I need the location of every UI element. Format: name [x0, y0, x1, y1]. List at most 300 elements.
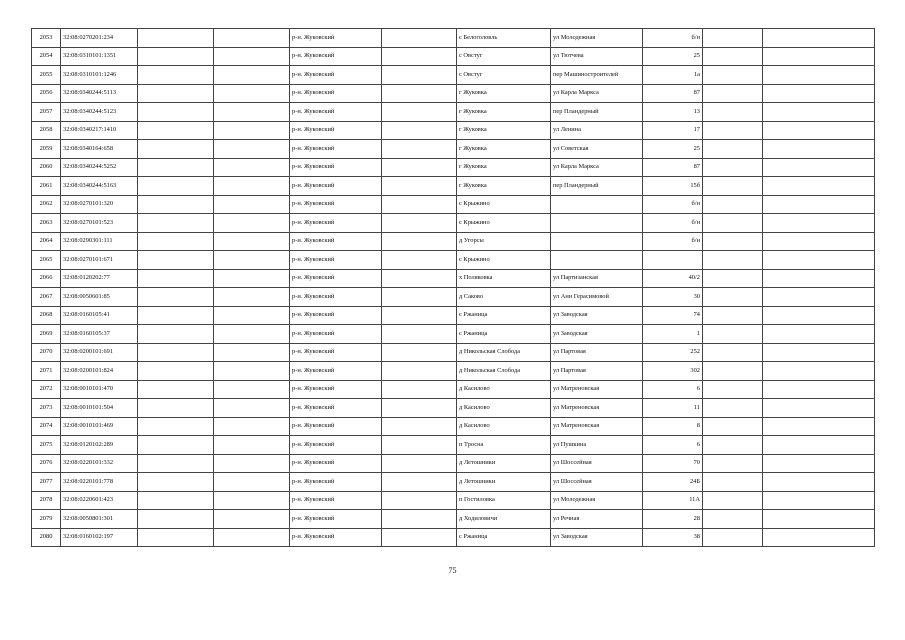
row-number-cell: 2078	[32, 491, 61, 510]
row-number-cell: 2066	[32, 269, 61, 288]
house-number-cell: 87	[643, 158, 703, 177]
empty-cell	[703, 177, 763, 196]
empty-cell	[214, 158, 290, 177]
empty-cell	[703, 288, 763, 307]
table-row	[32, 29, 875, 48]
empty-cell	[703, 399, 763, 418]
cadastral-number-cell: 32:08:0050601:85	[61, 288, 138, 307]
settlement-cell: п Тросна	[457, 436, 551, 455]
house-number-cell: 87	[643, 84, 703, 103]
empty-cell	[138, 121, 214, 140]
house-number-cell	[643, 251, 703, 270]
empty-cell	[703, 473, 763, 492]
settlement-cell: г Жуковка	[457, 121, 551, 140]
cadastral-number-cell: 32:08:0200101:691	[61, 343, 138, 362]
empty-cell	[703, 510, 763, 529]
row-number-cell: 2064	[32, 232, 61, 251]
empty-cell	[703, 121, 763, 140]
street-cell: ул Матреновская	[551, 380, 643, 399]
empty-cell	[214, 84, 290, 103]
house-number-cell: б/н	[643, 214, 703, 233]
empty-cell	[138, 158, 214, 177]
empty-cell	[138, 491, 214, 510]
house-number-cell: 1	[643, 325, 703, 344]
empty-cell	[382, 177, 457, 196]
settlement-cell: д Ходиловичи	[457, 510, 551, 529]
empty-cell	[138, 177, 214, 196]
table-row	[32, 362, 875, 381]
empty-cell	[703, 251, 763, 270]
empty-cell	[138, 195, 214, 214]
table-row	[32, 343, 875, 362]
table-row	[32, 214, 875, 233]
empty-cell	[138, 84, 214, 103]
empty-cell	[214, 436, 290, 455]
row-number-cell: 2053	[32, 29, 61, 48]
cadastral-number-cell: 32:08:0290301:111	[61, 232, 138, 251]
empty-cell	[214, 251, 290, 270]
district-cell: р-н. Жуковский	[290, 158, 382, 177]
street-cell: ул Карла Маркса	[551, 84, 643, 103]
empty-cell	[214, 362, 290, 381]
house-number-cell: 11А	[643, 491, 703, 510]
empty-cell	[214, 47, 290, 66]
empty-cell	[382, 362, 457, 381]
empty-cell	[703, 380, 763, 399]
empty-cell	[382, 343, 457, 362]
house-number-cell: 38	[643, 528, 703, 547]
empty-cell	[763, 47, 875, 66]
house-number-cell: 6	[643, 436, 703, 455]
empty-cell	[763, 103, 875, 122]
table-row	[32, 528, 875, 547]
cadastral-number-cell: 32:08:0160105:37	[61, 325, 138, 344]
house-number-cell: б/н	[643, 29, 703, 48]
row-number-cell: 2070	[32, 343, 61, 362]
empty-cell	[382, 380, 457, 399]
district-cell: р-н. Жуковский	[290, 343, 382, 362]
empty-cell	[138, 29, 214, 48]
settlement-cell: д Саково	[457, 288, 551, 307]
empty-cell	[214, 399, 290, 418]
table-row	[32, 66, 875, 85]
settlement-cell: г Жуковка	[457, 140, 551, 159]
district-cell: р-н. Жуковский	[290, 195, 382, 214]
empty-cell	[138, 510, 214, 529]
house-number-cell: 30	[643, 288, 703, 307]
empty-cell	[763, 380, 875, 399]
cadastral-number-cell: 32:08:0220101:778	[61, 473, 138, 492]
street-cell: пер Пландерный	[551, 177, 643, 196]
table-row	[32, 399, 875, 418]
cadastral-number-cell: 32:08:0120102:289	[61, 436, 138, 455]
cadastral-number-cell: 32:08:0160105:41	[61, 306, 138, 325]
house-number-cell: 25	[643, 47, 703, 66]
cadastral-number-cell: 32:08:0340244:5163	[61, 177, 138, 196]
district-cell: р-н. Жуковский	[290, 140, 382, 159]
district-cell: р-н. Жуковский	[290, 177, 382, 196]
district-cell: р-н. Жуковский	[290, 288, 382, 307]
cadastral-number-cell: 32:08:0340244:5123	[61, 103, 138, 122]
settlement-cell: д Летошники	[457, 473, 551, 492]
row-number-cell: 2073	[32, 399, 61, 418]
settlement-cell: г Жуковка	[457, 84, 551, 103]
cadastral-number-cell: 32:08:0340244:5113	[61, 84, 138, 103]
empty-cell	[763, 158, 875, 177]
empty-cell	[382, 288, 457, 307]
empty-cell	[703, 269, 763, 288]
empty-cell	[703, 214, 763, 233]
empty-cell	[382, 510, 457, 529]
table-row	[32, 269, 875, 288]
empty-cell	[138, 269, 214, 288]
table-row	[32, 158, 875, 177]
empty-cell	[763, 214, 875, 233]
cadastral-number-cell: 32:08:0270201:234	[61, 29, 138, 48]
house-number-cell: 70	[643, 454, 703, 473]
empty-cell	[138, 473, 214, 492]
row-number-cell: 2055	[32, 66, 61, 85]
empty-cell	[214, 232, 290, 251]
district-cell: р-н. Жуковский	[290, 528, 382, 547]
empty-cell	[703, 232, 763, 251]
empty-cell	[214, 473, 290, 492]
settlement-cell: с Крыжино	[457, 195, 551, 214]
cadastral-number-cell: 32:08:0340217:1410	[61, 121, 138, 140]
row-number-cell: 2076	[32, 454, 61, 473]
row-number-cell: 2057	[32, 103, 61, 122]
empty-cell	[214, 195, 290, 214]
street-cell: ул Пушкина	[551, 436, 643, 455]
row-number-cell: 2065	[32, 251, 61, 270]
empty-cell	[138, 399, 214, 418]
district-cell: р-н. Жуковский	[290, 399, 382, 418]
house-number-cell: 74	[643, 306, 703, 325]
empty-cell	[382, 158, 457, 177]
empty-cell	[214, 325, 290, 344]
row-number-cell: 2054	[32, 47, 61, 66]
registry-table	[31, 28, 875, 547]
street-cell: ул Партизанская	[551, 269, 643, 288]
street-cell	[551, 232, 643, 251]
house-number-cell: 11	[643, 399, 703, 418]
table-row	[32, 325, 875, 344]
empty-cell	[763, 306, 875, 325]
empty-cell	[382, 84, 457, 103]
empty-cell	[763, 325, 875, 344]
empty-cell	[703, 195, 763, 214]
empty-cell	[382, 214, 457, 233]
street-cell: ул Заводская	[551, 306, 643, 325]
empty-cell	[763, 436, 875, 455]
empty-cell	[763, 177, 875, 196]
empty-cell	[763, 399, 875, 418]
district-cell: р-н. Жуковский	[290, 325, 382, 344]
table-row	[32, 177, 875, 196]
empty-cell	[214, 510, 290, 529]
empty-cell	[703, 343, 763, 362]
street-cell: ул Анн Герасимовой	[551, 288, 643, 307]
empty-cell	[382, 399, 457, 418]
cadastral-number-cell: 32:08:0120202:77	[61, 269, 138, 288]
empty-cell	[382, 121, 457, 140]
empty-cell	[763, 251, 875, 270]
empty-cell	[763, 195, 875, 214]
district-cell: р-н. Жуковский	[290, 436, 382, 455]
house-number-cell: б/н	[643, 195, 703, 214]
empty-cell	[138, 454, 214, 473]
house-number-cell: 15б	[643, 177, 703, 196]
empty-cell	[214, 343, 290, 362]
empty-cell	[138, 528, 214, 547]
empty-cell	[382, 251, 457, 270]
street-cell: ул Матреновская	[551, 399, 643, 418]
cadastral-number-cell: 32:08:0340244:5252	[61, 158, 138, 177]
empty-cell	[763, 491, 875, 510]
street-cell: пер Машиностроителей	[551, 66, 643, 85]
cadastral-number-cell: 32:08:0270101:320	[61, 195, 138, 214]
table-row	[32, 417, 875, 436]
empty-cell	[382, 66, 457, 85]
district-cell: р-н. Жуковский	[290, 29, 382, 48]
empty-cell	[763, 343, 875, 362]
street-cell	[551, 214, 643, 233]
row-number-cell: 2079	[32, 510, 61, 529]
settlement-cell: с Овстуг	[457, 66, 551, 85]
empty-cell	[763, 121, 875, 140]
table-row	[32, 436, 875, 455]
cadastral-number-cell: 32:08:0010101:504	[61, 399, 138, 418]
settlement-cell: п Гостиловка	[457, 491, 551, 510]
cadastral-number-cell: 32:08:0340164:658	[61, 140, 138, 159]
cadastral-number-cell: 32:08:0310101:1351	[61, 47, 138, 66]
house-number-cell: 302	[643, 362, 703, 381]
settlement-cell: с Ржаница	[457, 306, 551, 325]
page-number: 75	[448, 566, 457, 575]
settlement-cell: с Крыжино	[457, 251, 551, 270]
empty-cell	[763, 454, 875, 473]
empty-cell	[214, 214, 290, 233]
table-body	[32, 29, 875, 547]
empty-cell	[382, 528, 457, 547]
empty-cell	[382, 232, 457, 251]
empty-cell	[703, 306, 763, 325]
empty-cell	[382, 306, 457, 325]
district-cell: р-н. Жуковский	[290, 269, 382, 288]
empty-cell	[703, 417, 763, 436]
street-cell: ул Заводская	[551, 528, 643, 547]
table-row	[32, 473, 875, 492]
house-number-cell: 13	[643, 103, 703, 122]
district-cell: р-н. Жуковский	[290, 417, 382, 436]
empty-cell	[138, 417, 214, 436]
house-number-cell: 40/2	[643, 269, 703, 288]
table-row	[32, 121, 875, 140]
empty-cell	[138, 140, 214, 159]
street-cell: ул Шоссейная	[551, 454, 643, 473]
row-number-cell: 2077	[32, 473, 61, 492]
street-cell: ул Ленина	[551, 121, 643, 140]
table-row	[32, 103, 875, 122]
empty-cell	[214, 29, 290, 48]
empty-cell	[138, 362, 214, 381]
street-cell: ул Матреновская	[551, 417, 643, 436]
district-cell: р-н. Жуковский	[290, 380, 382, 399]
empty-cell	[382, 269, 457, 288]
empty-cell	[138, 214, 214, 233]
house-number-cell: 1а	[643, 66, 703, 85]
settlement-cell: х Поляковка	[457, 269, 551, 288]
table-row	[32, 195, 875, 214]
table-row	[32, 306, 875, 325]
empty-cell	[138, 380, 214, 399]
empty-cell	[138, 325, 214, 344]
table-row	[32, 454, 875, 473]
settlement-cell: д Летошники	[457, 454, 551, 473]
house-number-cell: 25	[643, 140, 703, 159]
empty-cell	[703, 491, 763, 510]
empty-cell	[763, 140, 875, 159]
empty-cell	[214, 417, 290, 436]
table-row	[32, 232, 875, 251]
cadastral-number-cell: 32:08:0010101:469	[61, 417, 138, 436]
empty-cell	[763, 473, 875, 492]
empty-cell	[214, 454, 290, 473]
empty-cell	[214, 140, 290, 159]
table-row	[32, 510, 875, 529]
district-cell: р-н. Жуковский	[290, 232, 382, 251]
row-number-cell: 2062	[32, 195, 61, 214]
empty-cell	[138, 232, 214, 251]
empty-cell	[703, 158, 763, 177]
settlement-cell: г Жуковка	[457, 177, 551, 196]
empty-cell	[382, 417, 457, 436]
cadastral-number-cell: 32:08:0160102:197	[61, 528, 138, 547]
row-number-cell: 2068	[32, 306, 61, 325]
empty-cell	[763, 362, 875, 381]
empty-cell	[138, 288, 214, 307]
empty-cell	[214, 306, 290, 325]
empty-cell	[382, 47, 457, 66]
table-row	[32, 380, 875, 399]
empty-cell	[138, 343, 214, 362]
empty-cell	[138, 103, 214, 122]
empty-cell	[138, 47, 214, 66]
row-number-cell: 2075	[32, 436, 61, 455]
settlement-cell: д Никольская Слобода	[457, 362, 551, 381]
empty-cell	[763, 232, 875, 251]
empty-cell	[763, 417, 875, 436]
house-number-cell: 28	[643, 510, 703, 529]
table-row	[32, 491, 875, 510]
street-cell: пер Пландерный	[551, 103, 643, 122]
empty-cell	[703, 103, 763, 122]
street-cell: ул Карла Маркса	[551, 158, 643, 177]
house-number-cell: 6	[643, 380, 703, 399]
empty-cell	[763, 528, 875, 547]
district-cell: р-н. Жуковский	[290, 121, 382, 140]
cadastral-number-cell: 32:08:0270101:671	[61, 251, 138, 270]
street-cell	[551, 251, 643, 270]
empty-cell	[138, 436, 214, 455]
row-number-cell: 2074	[32, 417, 61, 436]
empty-cell	[214, 177, 290, 196]
table-row	[32, 47, 875, 66]
empty-cell	[763, 66, 875, 85]
house-number-cell: 8	[643, 417, 703, 436]
street-cell: ул Тютчева	[551, 47, 643, 66]
street-cell: ул Молодежная	[551, 29, 643, 48]
cadastral-number-cell: 32:08:0200101:824	[61, 362, 138, 381]
empty-cell	[763, 84, 875, 103]
settlement-cell: д Касилово	[457, 380, 551, 399]
empty-cell	[763, 29, 875, 48]
district-cell: р-н. Жуковский	[290, 510, 382, 529]
street-cell: ул Заводская	[551, 325, 643, 344]
settlement-cell: с Белоголовль	[457, 29, 551, 48]
empty-cell	[214, 66, 290, 85]
settlement-cell: д Угорсы	[457, 232, 551, 251]
empty-cell	[382, 491, 457, 510]
house-number-cell: 252	[643, 343, 703, 362]
empty-cell	[703, 436, 763, 455]
settlement-cell: с Крыжино	[457, 214, 551, 233]
empty-cell	[214, 121, 290, 140]
empty-cell	[763, 510, 875, 529]
house-number-cell: б/н	[643, 232, 703, 251]
row-number-cell: 2063	[32, 214, 61, 233]
empty-cell	[703, 362, 763, 381]
district-cell: р-н. Жуковский	[290, 491, 382, 510]
house-number-cell: 17	[643, 121, 703, 140]
empty-cell	[382, 325, 457, 344]
empty-cell	[703, 454, 763, 473]
cadastral-number-cell: 32:08:0270101:523	[61, 214, 138, 233]
empty-cell	[382, 454, 457, 473]
empty-cell	[214, 528, 290, 547]
row-number-cell: 2072	[32, 380, 61, 399]
street-cell	[551, 195, 643, 214]
row-number-cell: 2059	[32, 140, 61, 159]
street-cell: ул Молодежная	[551, 491, 643, 510]
row-number-cell: 2056	[32, 84, 61, 103]
empty-cell	[214, 380, 290, 399]
settlement-cell: с Ржаница	[457, 528, 551, 547]
empty-cell	[138, 66, 214, 85]
district-cell: р-н. Жуковский	[290, 47, 382, 66]
empty-cell	[703, 528, 763, 547]
cadastral-number-cell: 32:08:0050801:301	[61, 510, 138, 529]
district-cell: р-н. Жуковский	[290, 66, 382, 85]
empty-cell	[382, 140, 457, 159]
street-cell: ул Партовая	[551, 343, 643, 362]
street-cell: ул Советская	[551, 140, 643, 159]
empty-cell	[382, 473, 457, 492]
empty-cell	[703, 84, 763, 103]
empty-cell	[214, 269, 290, 288]
row-number-cell: 2067	[32, 288, 61, 307]
cadastral-number-cell: 32:08:0220601:423	[61, 491, 138, 510]
empty-cell	[703, 140, 763, 159]
empty-cell	[214, 288, 290, 307]
empty-cell	[703, 29, 763, 48]
settlement-cell: д Касилово	[457, 399, 551, 418]
district-cell: р-н. Жуковский	[290, 473, 382, 492]
district-cell: р-н. Жуковский	[290, 103, 382, 122]
district-cell: р-н. Жуковский	[290, 251, 382, 270]
empty-cell	[382, 195, 457, 214]
district-cell: р-н. Жуковский	[290, 362, 382, 381]
